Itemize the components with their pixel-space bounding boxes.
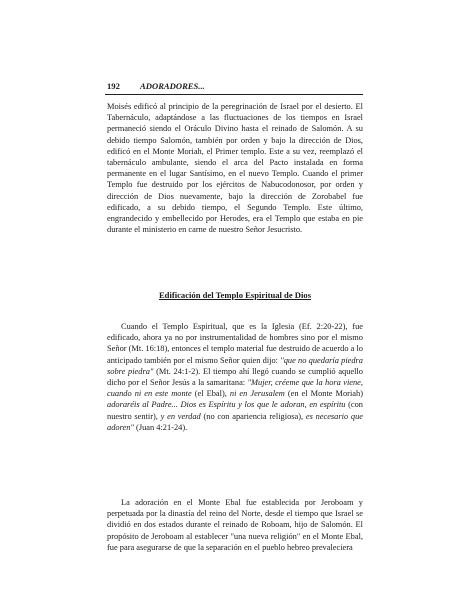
p2-quote-1: "que no quedaría piedra sobre piedra"	[107, 355, 363, 376]
paragraph-3-text: La adoración en el Monte Ebal fue establecida por Jeroboam y perpetuada por la dinastía del reino del Norte, desde el tiempo que Israel se dividió en dos estados durante el reinado de Roboam, hijo de Salomón. El propósito de Jeroboam al establecer "una nueva religión" en el Monte Ebal, fue para asegurarse de que la separación en el pueblo hebreo prevaleciera	[107, 498, 363, 552]
paragraph-1-text: Moisés edificó al principio de la peregrinación de Israel por el desierto. El Tabernáculo, adaptándose a las fluctuaciones de los tiempos en Israel permaneció siendo el Oráculo Divino hasta el reinado de Salomón. A su debido tiempo Salomón, también por orden y bajo la dirección de Dios, edificó en el Monte Moriah, el Primer templo. Este a su vez, reemplazó el tabernáculo ambulante, siendo el arca del Pacto instalada en forma permanente en el lugar Santísimo, en el nuevo Templo. Cuando el primer Templo fue destruido por los ejércitos de Nabucodonosor, por orden y dirección de Dios nuevamente, bajo la dirección de Zorobabel fue edificado, a su debido tiempo, el Segundo Templo. Este último, engrandecido y embellecido por Herodes, era el Templo que estaba en pie durante el ministerio en carne de nuestro Señor Jesucristo.	[107, 102, 363, 235]
paragraph-3	[107, 497, 363, 553]
paragraph-1	[107, 101, 363, 235]
p2-text-1: Cuando el Templo Espiritual, que es la Iglesia (Ef. 2:20-22), fue edificado, ahora ya no por instrumentalidad de hombres sino por el mismo Señor (Mt. 16:18), entonces el templo material fue destruido de acuerdo a lo anticipado también por el mismo Señor quien dijo:	[107, 322, 363, 365]
p2-quote-2: "Mujer, créeme que la hora viene, cuando ni en este monte	[107, 378, 363, 399]
section-heading: Edificación del Templo Espiritual de Dios	[158, 290, 312, 300]
page-number: 192	[107, 81, 120, 91]
p2-text-6: (no con apariencia religiosa),	[200, 411, 306, 421]
paragraph-2-text	[107, 321, 363, 433]
p2-text-2: (Mt. 24:1-2). El tiempo ahí llegó cuando se cumplió aquello dicho por el Señor Jesús a la samaritana:	[107, 366, 363, 388]
p2-quote-6: es necesario que adoren"	[107, 411, 363, 432]
page-header	[107, 81, 363, 92]
p2-quote-4: adoraréis al Padre... Dios es Espíritu y los que le adoran, en espíritu	[107, 400, 346, 410]
p2-text-5: (con nuestro sentir),	[107, 400, 363, 421]
p2-text-7: (Juan 4:21-24).	[133, 422, 188, 432]
p2-text-3: (el Ebal),	[191, 389, 230, 399]
p2-quote-5: y en verdad	[160, 411, 201, 421]
header-divider	[105, 94, 363, 95]
running-title: ADORADORES...	[140, 81, 205, 91]
p2-text-4: (en el Monte Moriah)	[284, 389, 363, 399]
paragraph-2	[107, 321, 363, 433]
p2-quote-3: ni en Jerusalem	[229, 389, 285, 399]
